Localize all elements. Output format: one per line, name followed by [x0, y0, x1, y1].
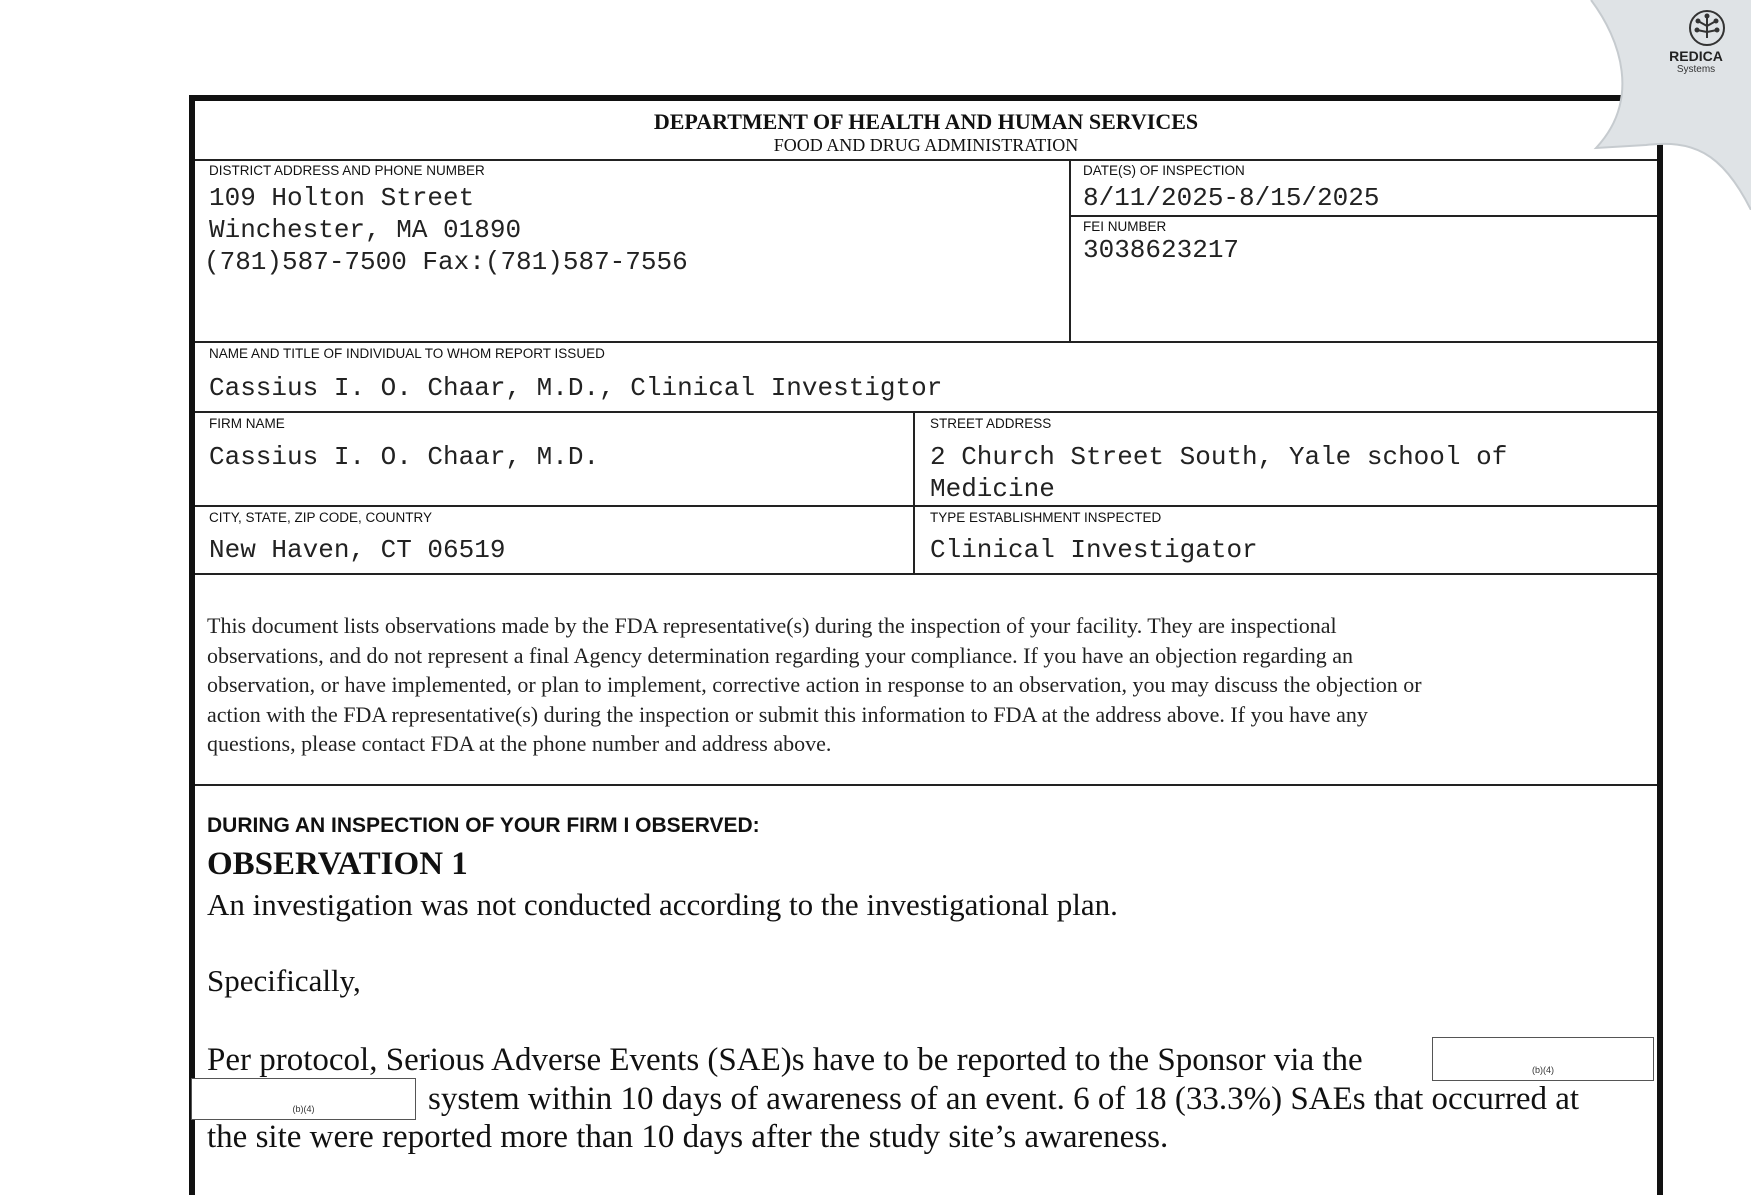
inspection-dates-value: 8/11/2025-8/15/2025: [1083, 183, 1380, 213]
redica-logo-sub: Systems: [1676, 64, 1716, 75]
notice-paragraph: [207, 611, 1647, 759]
redaction-box: [191, 1078, 416, 1120]
redaction-box: [1432, 1037, 1654, 1081]
observation-title: OBSERVATION 1: [207, 846, 468, 882]
redica-logo-name: REDICA: [1669, 48, 1723, 64]
city-value: New Haven, CT 06519: [209, 535, 506, 565]
observation-paragraph-line: Per protocol, Serious Adverse Events (SAE)s have to be reported to the Sponsor via the: [207, 1042, 1363, 1078]
fda-483-form: [189, 95, 1663, 1195]
observation-paragraph-line: system within 10 days of awareness of an event. 6 of 18 (33.3%) SAEs that occurred at: [428, 1081, 1580, 1117]
department-title: DEPARTMENT OF HEALTH AND HUMAN SERVICES: [653, 109, 1199, 134]
observation-summary: An investigation was not conducted according to the investigational plan.: [207, 887, 1118, 922]
street-label: STREET ADDRESS: [930, 416, 1052, 431]
divider: [195, 505, 1657, 507]
observation-paragraph-line: the site were reported more than 10 days after the study site’s awareness.: [207, 1119, 1169, 1155]
establishment-label: TYPE ESTABLISHMENT INSPECTED: [930, 510, 1162, 525]
divider: [1069, 159, 1071, 341]
district-line-3: (781)587-7500 Fax:(781)587-7556: [204, 247, 688, 277]
observations-intro: DURING AN INSPECTION OF YOUR FIRM I OBSERVED:: [207, 814, 760, 837]
street-line-1: 2 Church Street South, Yale school of: [930, 442, 1508, 472]
divider: [913, 413, 915, 573]
district-line-1: 109 Holton Street: [209, 183, 475, 213]
fei-label: FEI NUMBER: [1083, 219, 1167, 234]
divider: [195, 341, 1657, 343]
individual-value: Cassius I. O. Chaar, M.D., Clinical Investigtor: [209, 373, 943, 403]
notice-line: observation, or have implemented, or plan to implement, corrective action in response to an observation, you may discuss the objection or: [207, 672, 1422, 697]
district-line-2: Winchester, MA 01890: [209, 215, 522, 245]
observation-specifically: Specifically,: [207, 963, 361, 998]
firm-value: Cassius I. O. Chaar, M.D.: [209, 442, 600, 472]
redaction-label: (b)(4): [292, 1104, 315, 1114]
divider: [195, 573, 1657, 575]
redica-logo-icon: [1685, 8, 1729, 48]
redaction-label: (b)(4): [1532, 1065, 1554, 1075]
city-label: CITY, STATE, ZIP CODE, COUNTRY: [209, 510, 433, 525]
notice-line: This document lists observations made by the FDA representative(s) during the inspection of your facility. They are inspectional: [207, 613, 1337, 638]
district-label: DISTRICT ADDRESS AND PHONE NUMBER: [209, 163, 485, 178]
notice-line: action with the FDA representative(s) during the inspection or submit this information to FDA at the address above. If you have any: [207, 701, 1368, 727]
firm-label: FIRM NAME: [209, 416, 285, 431]
inspection-dates-label: DATE(S) OF INSPECTION: [1083, 163, 1245, 178]
notice-line: questions, please contact FDA at the phone number and address above.: [207, 731, 832, 756]
street-line-2: Medicine: [930, 474, 1055, 504]
agency-title: FOOD AND DRUG ADMINISTRATION: [773, 135, 1079, 155]
form-header: [195, 101, 1657, 161]
divider: [195, 784, 1657, 786]
divider: [1071, 215, 1657, 217]
divider: [195, 411, 1657, 413]
fei-value: 3038623217: [1083, 235, 1240, 265]
establishment-value: Clinical Investigator: [930, 535, 1258, 565]
notice-line: observations, and do not represent a final Agency determination regarding your compliance. If you have an objection regarding an: [207, 642, 1354, 668]
individual-label: NAME AND TITLE OF INDIVIDUAL TO WHOM REPORT ISSUED: [209, 346, 605, 361]
